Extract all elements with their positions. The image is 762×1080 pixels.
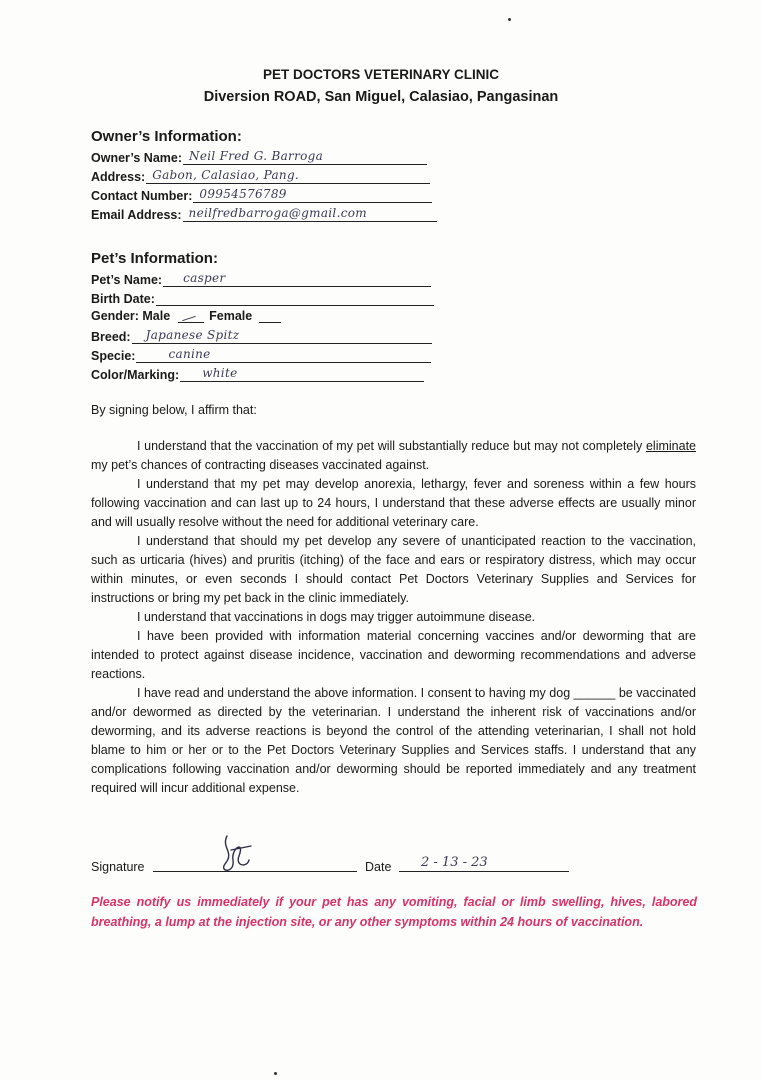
pet-breed-field [91,327,432,345]
pet-name-line[interactable] [163,270,431,287]
owner-email-label: Email Address: [91,208,182,222]
owner-name-label: Owner’s Name: [91,151,183,165]
pet-female-label: Female [209,309,253,323]
date-line[interactable] [399,871,569,872]
owner-contact-label: Contact Number: [91,189,193,203]
consent-p1-text-b: my pet’s chances of contracting diseases vaccinated against. [91,458,430,472]
owner-name-value: Neil Fred G. Barroga [189,149,324,163]
pet-color-field [91,365,424,383]
consent-p1-text-a: I understand that the vaccination of my pet will substantially reduce but may not completely [137,439,646,453]
owner-contact-field [91,186,432,204]
owner-email-field [91,205,437,223]
consent-paragraph-6: I have read and understand the above information. I consent to having my dog ______ be vaccinated and/or dewormed as directed by the veterinarian. I understand the inherent risk of vaccinations and/or deworming, and its adverse reactions is beyond the control of the attending veterinarian, I shall not hold blame to him or her or to the Pet Doctors Veterinary Supplies and Services staffs. I understand that any complications following vaccination and/or deworming should be reported immediately and any treatment required will incur additional expense. [91,686,696,795]
paper-speck [508,18,511,21]
date-label: Date [365,860,392,874]
consent-paragraph-1 [91,437,696,475]
owner-address-line[interactable] [146,167,430,184]
consent-paragraph-3: I understand that should my pet develop any severe of unanticipated reaction to the vaccination, such as urticaria (hives) and pruritis (itching) of the face and ears or respiratory distress, which may occur within minutes, or even seconds I should contact Pet Doctors Veterinary Supplies and Services for instructions or bring my pet back in the clinic immediately. [91,534,696,605]
pet-birthdate-field [91,289,434,307]
signature-label: Signature [91,860,145,874]
consent-intro: By signing below, I affirm that: [91,403,257,417]
clinic-name: PET DOCTORS VETERINARY CLINIC [262,67,500,82]
consent-paragraph-4: I understand that vaccinations in dogs may trigger autoimmune disease. [137,610,536,624]
consent-p1-underlined: eliminate [645,439,696,453]
pet-specie-line[interactable] [136,346,431,363]
paper-speck [274,1072,277,1075]
gender-female-line[interactable] [259,308,281,323]
pet-gender-label: Gender: Male [91,309,171,323]
pet-section-title: Pet’s Information: [91,250,218,267]
owner-address-value: Gabon, Calasiao, Pang. [152,168,300,182]
owner-contact-value: 09954576789 [199,187,287,201]
pet-color-value: white [202,366,238,380]
pet-name-label: Pet’s Name: [91,273,163,287]
owner-email-line[interactable] [183,205,437,222]
pet-birthdate-line[interactable] [156,289,434,306]
owner-address-field [91,167,430,185]
male-check-mark [182,316,196,321]
pet-specie-field [91,346,431,364]
owner-section-title: Owner’s Information: [91,128,242,145]
consent-paragraph-5: I have been provided with information material concerning vaccines and/or deworming that are intended to protect against disease incidence, vaccination and deworming recommendations and adverse reactions. [91,629,696,681]
pet-name-field [91,270,431,288]
date-value: 2 - 13 - 23 [421,855,488,870]
pet-color-label: Color/Marking: [91,368,180,382]
owner-address-label: Address: [91,170,146,184]
post-vaccination-notice: Please notify us immediately if your pet has any vomiting, facial or limb swelling, hives, labored breathing, a lump at the injection site, or any other symptoms within 24 hours of vaccination. [91,895,697,929]
clinic-header [0,64,762,108]
owner-email-value: neilfredbarroga@gmail.com [188,206,367,220]
consent-paragraph-2: I understand that my pet may develop anorexia, lethargy, fever and soreness within a few hours following vaccination and can last up to 24 hours, I understand that these adverse effects are usually minor and will usually resolve without the need for additional veterinary care. [91,477,696,529]
pet-gender-field [91,308,281,326]
owner-name-line[interactable] [183,148,427,165]
pet-birthdate-label: Birth Date: [91,292,155,306]
gender-male-line[interactable] [178,308,204,323]
pet-specie-value: canine [168,347,211,361]
pet-breed-label: Breed: [91,330,131,344]
consent-body [91,437,696,798]
pet-color-line[interactable] [180,365,424,382]
owner-contact-line[interactable] [193,186,432,203]
signature-line[interactable] [153,870,357,872]
signature-row [91,852,696,874]
clinic-address: Diversion ROAD, San Miguel, Calasiao, Pangasinan [203,89,559,105]
pet-breed-line[interactable] [132,327,432,344]
pet-name-value: casper [183,271,226,285]
pet-breed-value: Japanese Spitz [145,328,240,342]
owner-name-field [91,148,427,166]
pet-specie-label: Specie: [91,349,136,363]
